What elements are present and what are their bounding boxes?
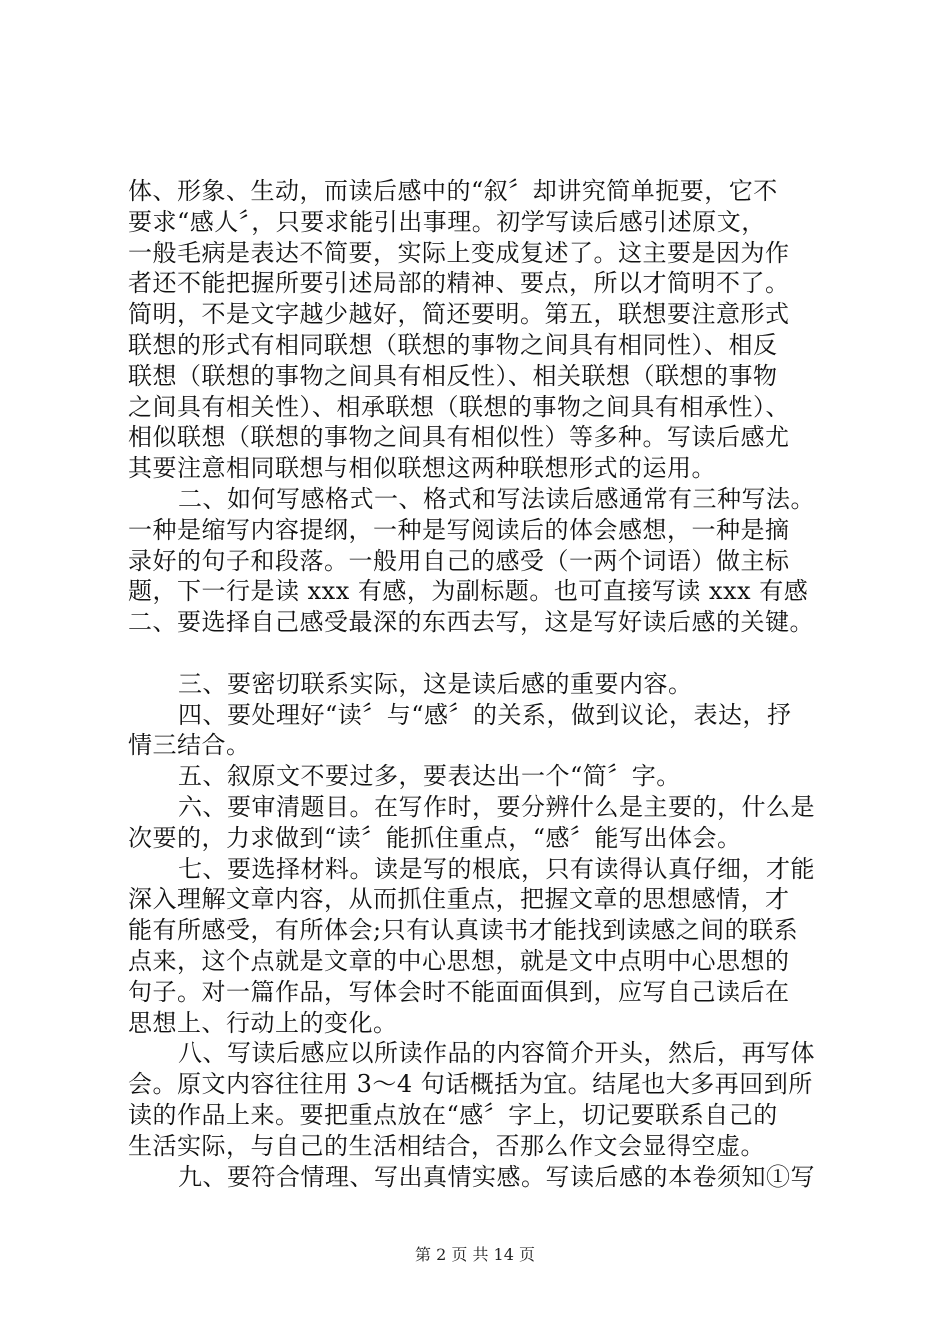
text-line: 相似联想（联想的事物之间具有相似性）等多种。写读后感尤 bbox=[128, 423, 790, 452]
text-line: 思想上、行动上的变化。 bbox=[128, 1008, 398, 1037]
paragraph-gap bbox=[128, 638, 858, 669]
text-line: 一种是缩写内容提纲，一种是写阅读后的体会感想，一种是摘 bbox=[128, 515, 790, 544]
text-line: 联想的形式有相同联想（联想的事物之间具有相同性）、相反 bbox=[128, 330, 778, 359]
page-number-footer: 第 2 页 共 14 页 bbox=[415, 1245, 535, 1264]
paragraph-start: 八、写读后感应以所读作品的内容简介开头，然后，再写体 bbox=[178, 1039, 815, 1068]
paragraph-start: 六、要审清题目。在写作时，要分辨什么是主要的，什么是 bbox=[178, 792, 815, 821]
text-line: 能有所感受，有所体会;只有认真读书才能找到读感之间的联系 bbox=[128, 916, 799, 945]
text-line: 简明，不是文字越少越好，简还要明。第五，联想要注意形式 bbox=[128, 300, 790, 329]
text-line: 次要的，力求做到“读〞能抓住重点，“感〞能写出体会。 bbox=[128, 823, 742, 852]
document-body bbox=[128, 176, 858, 1192]
paragraph-start: 九、要符合情理、写出真情实感。写读后感的本卷须知①写 bbox=[178, 1162, 815, 1191]
text-line: 其要注意相同联想与相似联想这两种联想形式的运用。 bbox=[128, 454, 716, 483]
text-line: 二、要选择自己感受最深的东西去写，这是写好读后感的关键。 bbox=[128, 608, 814, 637]
paragraph-start: 七、要选择材料。读是写的根底，只有读得认真仔细，才能 bbox=[178, 854, 815, 883]
paragraph-start: 三、要密切联系实际，这是读后感的重要内容。 bbox=[178, 669, 693, 698]
text-line: 体、形象、生动，而读后感中的“叙〞却讲究简单扼要，它不 bbox=[128, 177, 778, 205]
text-line: 情三结合。 bbox=[128, 731, 251, 760]
paragraph-start: 五、叙原文不要过多，要表达出一个“简〞字。 bbox=[178, 762, 681, 791]
text-line: 读的作品上来。要把重点放在“感〞字上，切记要联系自己的 bbox=[128, 1100, 778, 1129]
paragraph-start: 二、如何写感格式一、格式和写法读后感通常有三种写法。 bbox=[178, 484, 815, 513]
text-line: 者还不能把握所要引述局部的精神、要点，所以才简明不了。 bbox=[128, 269, 790, 298]
text-line: 之间具有相关性）、相承联想（联想的事物之间具有相承性）、 bbox=[128, 392, 790, 421]
text-line: 深入理解文章内容，从而抓住重点，把握文章的思想感情，才 bbox=[128, 885, 790, 914]
text-line: 联想（联想的事物之间具有相反性）、相关联想（联想的事物 bbox=[128, 361, 778, 390]
text-line: 要求“感人〞，只要求能引出事理。初学写读后感引述原文， bbox=[128, 207, 766, 236]
text-line: 录好的句子和段落。一般用自己的感受（一两个词语）做主标 bbox=[128, 546, 790, 575]
text-line: 生活实际，与自己的生活相结合，否那么作文会显得空虚。 bbox=[128, 1131, 765, 1160]
text-line: 句子。对一篇作品，写体会时不能面面俱到，应写自己读后在 bbox=[128, 977, 790, 1006]
text-line: 题，下一行是读 xxx 有感，为副标题。也可直接写读 xxx 有感 bbox=[128, 577, 809, 606]
text-line: 点来，这个点就是文章的中心思想，就是文中点明中心思想的 bbox=[128, 946, 790, 975]
text-line: 一般毛病是表达不简要，实际上变成复述了。这主要是因为作 bbox=[128, 238, 790, 267]
text-line: 会。原文内容往往用 3～4 句话概括为宜。结尾也大多再回到所 bbox=[128, 1070, 813, 1099]
paragraph-start: 四、要处理好“读〞与“感〞的关系，做到议论，表达，抒 bbox=[178, 700, 792, 729]
